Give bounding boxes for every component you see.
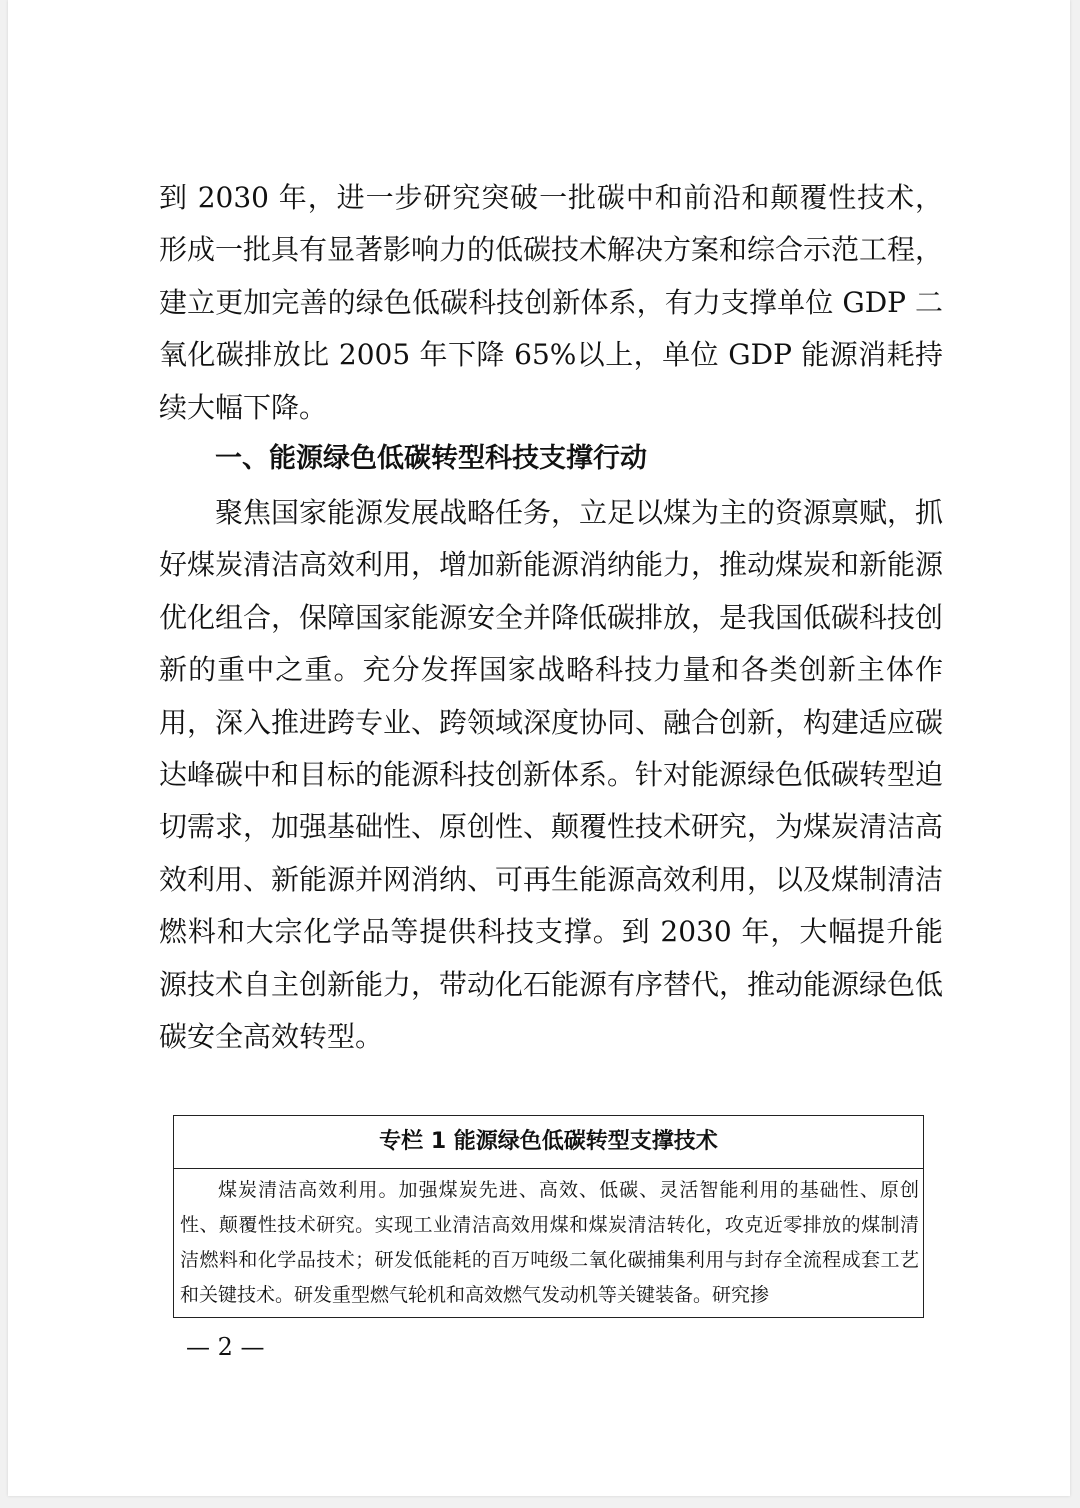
paragraph: 到 2030 年，进一步研究突破一批碳中和前沿和颠覆性技术，形成一批具有显著影响力的低碳技术解决方案和综合示范工程，建立更加完善的绿色低碳科技创新体系，有力支撑单位 GDP 二氧化碳排放比 2005 年下降 65%以上，单位 GDP 能源消耗持续大幅下降。 [159, 181, 944, 424]
paragraph: 聚焦国家能源发展战略任务，立足以煤为主的资源禀赋，抓好煤炭清洁高效利用，增加新能源消纳能力，推动煤炭和新能源优化组合，保障国家能源安全并降低碳排放，是我国低碳科技创新的重中之重。充分发挥国家战略科技力量和各类创新主体作用，深入推进跨专业、跨领域深度协同、融合创新，构建适应碳达峰碳中和目标的能源科技创新体系。针对能源绿色低碳转型迫切需求，加强基础性、原创性、颠覆性技术研究，为煤炭清洁高效利用、新能源并网消纳、可再生能源高效利用，以及煤制清洁燃料和大宗化学品等提供科技支撑。到 2030 年，大幅提升能源技术自主创新能力，带动化石能源有序替代，推动能源绿色低碳安全高效转型。 [159, 496, 944, 1054]
section-heading: 一、能源绿色低碳转型科技支撑行动 [215, 443, 647, 474]
page-number: — 2 — [186, 1333, 265, 1361]
column-box [173, 1115, 924, 1318]
column-box-title: 专栏 1 能源绿色低碳转型支撑技术 [174, 1116, 923, 1169]
column-box-body: 煤炭清洁高效利用。加强煤炭先进、高效、低碳、灵活智能利用的基础性、原创性、颠覆性技术研究。实现工业清洁高效用煤和煤炭清洁转化，攻克近零排放的煤制清洁燃料和化学品技术；研发低能耗的百万吨级二氧化碳捕集利用与封存全流程成套工艺和关键技术。研发重型燃气轮机和高效燃气发动机等关键装备。研究掺 [180, 1179, 919, 1306]
document-page [8, 0, 1070, 1496]
